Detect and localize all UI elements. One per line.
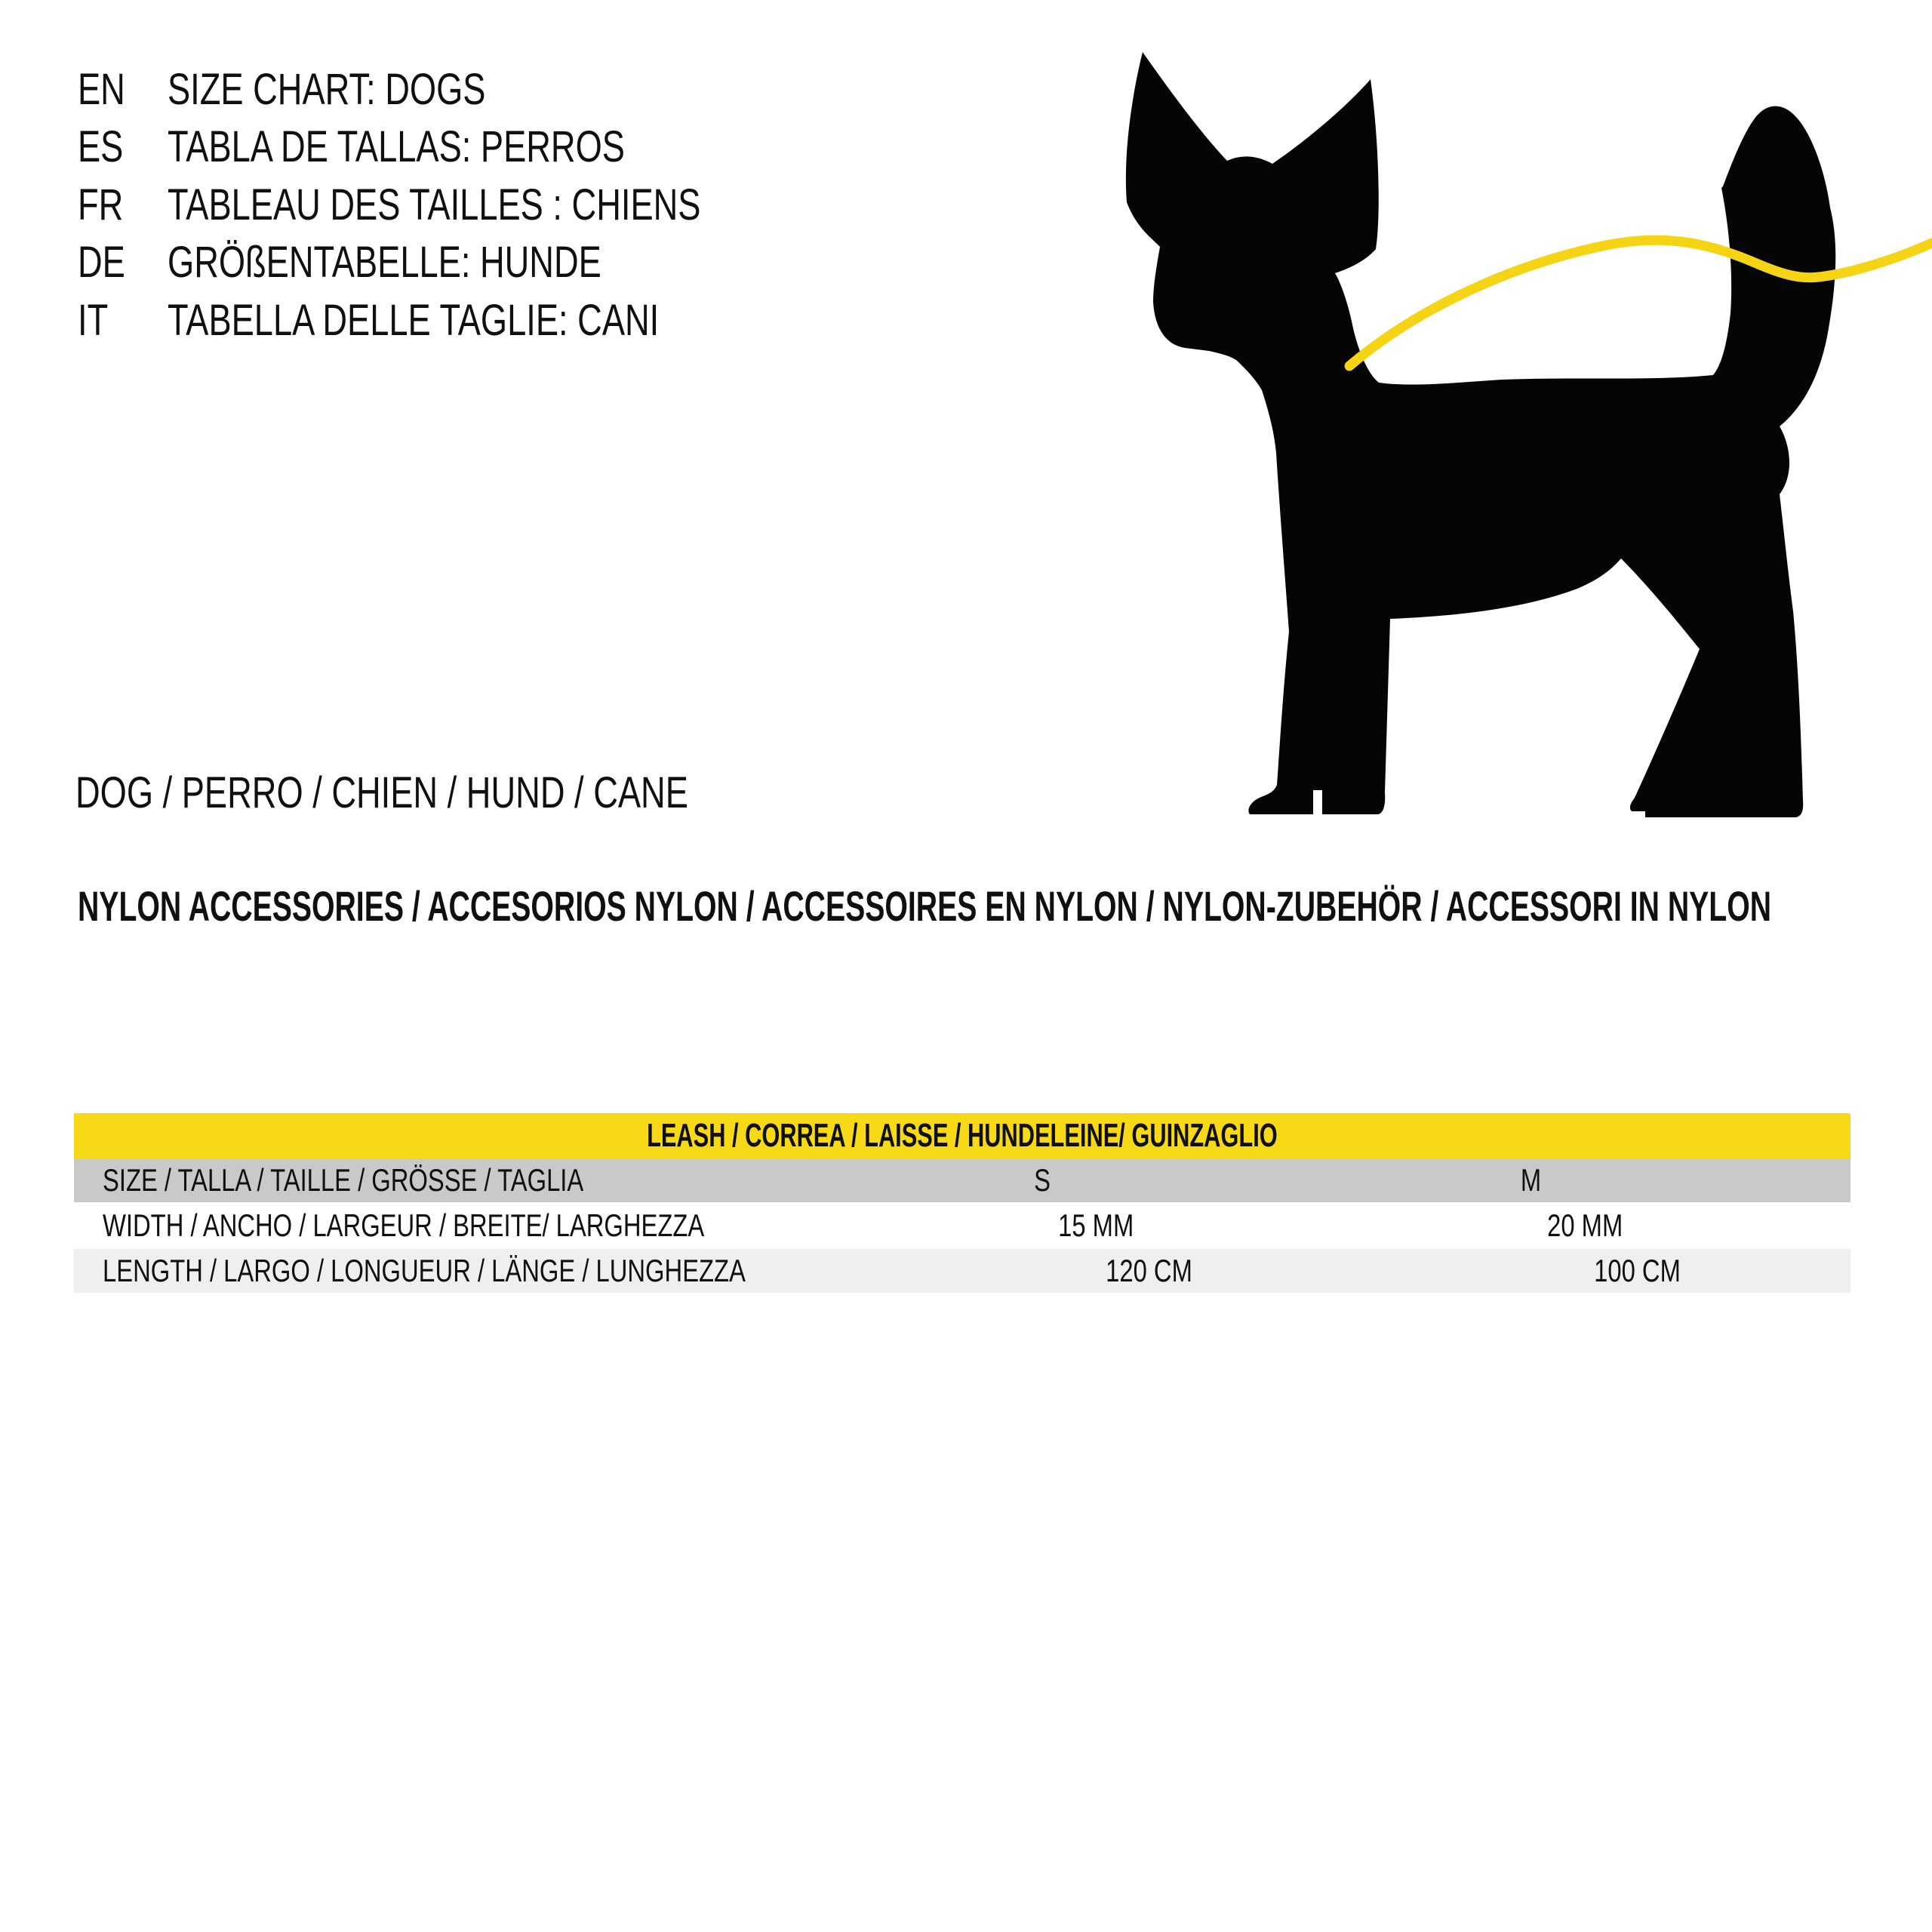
leash-line [1349, 240, 1932, 366]
language-row-es [78, 118, 851, 177]
language-row-de [78, 234, 851, 292]
row-label-cell: WIDTH / ANCHO / LARGEUR / BREITE/ LARGHEZZA [103, 1208, 705, 1243]
category-title-text: NYLON ACCESSORIES / ACCESORIOS NYLON / ACCESSOIRES EN NYLON / NYLON-ZUBEHÖR / ACCESSORI IN NYLON [78, 881, 1772, 930]
row-label-cell: LENGTH / LARGO / LONGUEUR / LÄNGE / LUNGHEZZA [103, 1253, 746, 1288]
language-title: SIZE CHART: DOGS [168, 64, 486, 114]
table-row-size [74, 1158, 1850, 1202]
row-value-cell-s: 15 MM [1058, 1208, 1134, 1243]
row-value-cell-m: 100 CM [1594, 1253, 1681, 1288]
language-title: GRÖßENTABELLE: HUNDE [168, 238, 601, 288]
language-code: FR [78, 180, 124, 229]
table-row-width [74, 1202, 1850, 1249]
row-value-cell-m: M [1520, 1162, 1541, 1198]
chihuahua-silhouette-illustration [1124, 49, 1932, 819]
dog-silhouette-shape [1126, 52, 1835, 817]
language-row-fr [78, 176, 851, 234]
language-code: DE [78, 238, 125, 288]
row-value-cell-m: 20 MM [1546, 1208, 1623, 1243]
dog-caption-text: DOG / PERRO / CHIEN / HUND / CANE [75, 768, 688, 817]
table-row-length [74, 1249, 1850, 1293]
language-code: IT [78, 295, 109, 345]
language-title: TABELLA DELLE TAGLIE: CANI [168, 295, 660, 345]
category-title [78, 881, 1932, 930]
row-value-cell-s: S [1033, 1162, 1051, 1198]
row-label-cell: SIZE / TALLA / TAILLE / GRÖSSE / TAGLIA [103, 1162, 584, 1198]
language-title: TABLEAU DES TAILLES : CHIENS [168, 180, 701, 229]
language-row-en [78, 60, 851, 118]
table-header-row [74, 1113, 1850, 1158]
dog-caption [75, 764, 861, 821]
table-header-text: LEASH / CORREA / LAISSE / HUNDELEINE/ GUINZAGLIO [647, 1117, 1278, 1154]
language-code: ES [78, 122, 124, 172]
language-title: TABLA DE TALLAS: PERROS [168, 122, 625, 172]
row-value-cell-s: 120 CM [1106, 1253, 1192, 1288]
language-title-list [78, 60, 851, 349]
language-code: EN [78, 64, 125, 114]
size-table [74, 1113, 1850, 1293]
language-row-it [78, 291, 851, 349]
